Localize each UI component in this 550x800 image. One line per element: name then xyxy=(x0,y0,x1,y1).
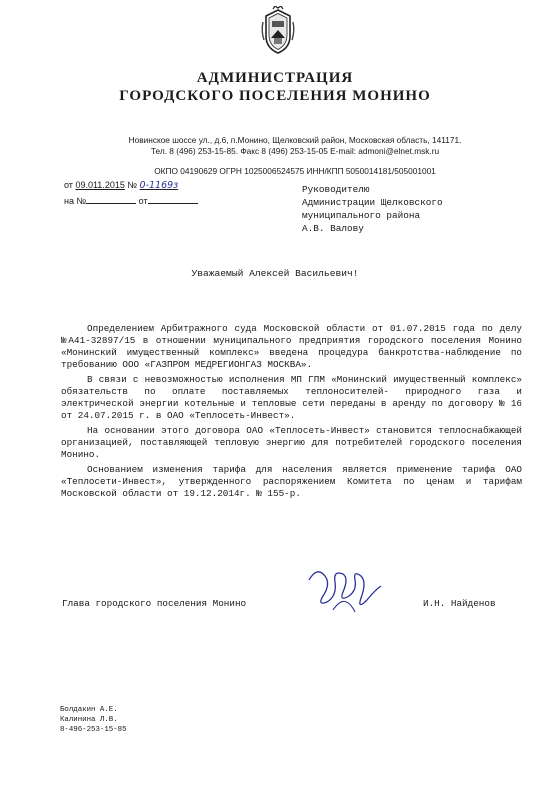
number-label: № xyxy=(127,180,138,190)
reference-number-blank xyxy=(86,194,136,204)
recipient-line: Руководителю xyxy=(302,184,370,195)
registration-codes: ОКПО 04190629 ОГРН 1025006524575 ИНН/КПП 5050014181/505001001 xyxy=(154,166,436,176)
letter-date: 09.011.2015 xyxy=(75,180,125,190)
recipient-line: Администрации Щелковского xyxy=(302,197,443,208)
executor-name: Болдакин А.Е. xyxy=(60,706,118,714)
outgoing-number-row xyxy=(64,180,178,191)
salutation: Уважаемый Алексей Васильевич! xyxy=(191,268,359,279)
recipient-line: муниципального района xyxy=(302,210,421,221)
recipient-name: А.В. Валову xyxy=(302,223,364,234)
signatory-name: И.Н. Найденов xyxy=(423,598,496,609)
letter-body xyxy=(61,323,522,500)
executor-name: Калинина Л.В. xyxy=(60,716,118,724)
on-number-label: на № xyxy=(64,196,87,206)
recipient-block xyxy=(302,183,443,235)
executor-block xyxy=(60,705,127,735)
organization-title-line2: ГОРОДСКОГО ПОСЕЛЕНИЯ МОНИНО xyxy=(119,88,431,104)
handwritten-signature-icon xyxy=(303,562,388,622)
body-paragraph: На основании этого договора ОАО «Теплосеть-Инвест» становится теплоснабжающей организацией, поставляющей тепловую энергию для потребителей городского поселения Монино. xyxy=(61,425,522,460)
contact-line: Тел. 8 (496) 253-15-85. Факс 8 (496) 253-15-05 E-mail: admoni@elnet.msk.ru xyxy=(150,146,440,156)
signatory-position: Глава городского поселения Монино xyxy=(62,598,247,609)
on-from-label: от xyxy=(138,196,148,206)
coat-of-arms-icon xyxy=(258,6,298,56)
body-paragraph: В связи с невозможностью исполнения МП ГПМ «Монинский имущественный комплекс» обязательств по оплате поставляемых теплоносителей- природного газа и электрической энергии котельные и тепловые сети переданы в аренду по договору № 16 от 24.07.2015 г. в ОАО «Теплосеть-Инвест». xyxy=(61,374,522,421)
letter-number-handwritten: 0-1169з xyxy=(139,180,179,191)
from-label: от xyxy=(64,180,73,190)
executor-phone: 8-496-253-15-85 xyxy=(60,726,127,734)
body-paragraph: Определением Арбитражного суда Московской области от 01.07.2015 года по делу №А41-32897/15 в отношении муниципального предприятия городского поселения Монино «Монинский имущественный комплекс» введена процедура банкротства-наблюдение по требованию ООО «ГАЗПРОМ МЕДРЕГИОНГАЗ МОСКВА». xyxy=(61,323,522,370)
reference-date-blank xyxy=(148,194,198,204)
organization-title-line1: АДМИНИСТРАЦИЯ xyxy=(196,70,354,86)
address-line: Новинское шоссе ул., д.6, п.Монино, Щелковский район, Московская область, 141171. xyxy=(128,135,462,145)
incoming-reference-row xyxy=(64,194,198,206)
body-paragraph: Основанием изменения тарифа для населения является применение тарифа ОАО «Теплосети-Инвест», утвержденного распоряжением Комитета по ценам и тарифам Московской области от 19.12.2014г. № 155-р. xyxy=(61,464,522,499)
